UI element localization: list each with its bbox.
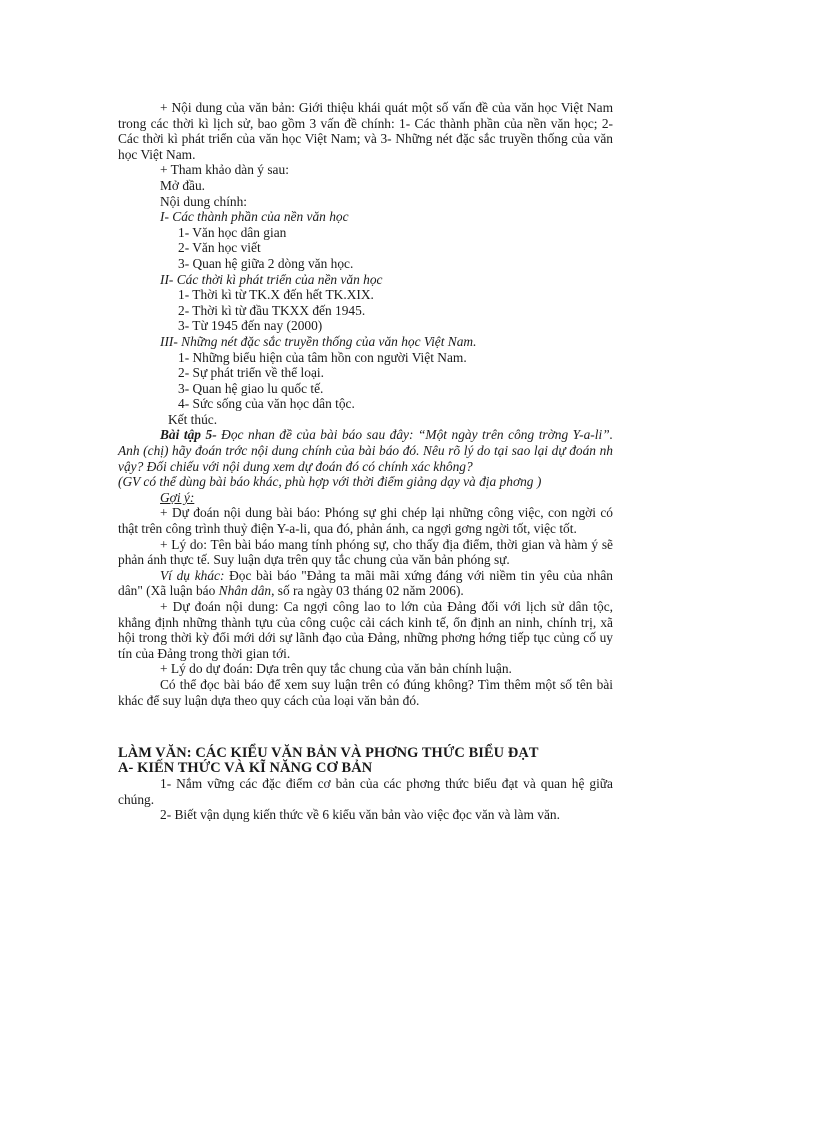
hint-reason-2: + Lý do dự đoán: Dựa trên quy tắc chung của văn bản chính luận. <box>160 661 512 677</box>
main-content-label: Nội dung chính: <box>160 193 248 209</box>
hint-reason: + Lý do: Tên bài báo mang tính phóng sự, cho thấy địa điểm, thời gian và hàm ý sẽ phản ánh thực tế. Suy luận dựa trên quy tắc chung của văn bản phóng sự. <box>118 536 613 568</box>
outline-item: 1- Những biểu hiện của tâm hồn con người Việt Nam. <box>178 349 467 365</box>
outline-section-3-title: III- Những nét đặc sắc truyền thống của văn học Việt Nam. <box>160 333 477 349</box>
outline-section-1-title: I- Các thành phần của nền văn học <box>160 209 349 225</box>
outline-item: 1- Văn học dân gian <box>178 224 287 240</box>
closing-label: Kết thúc. <box>168 411 218 427</box>
outline-item: 4- Sức sống của văn học dân tộc. <box>178 396 355 412</box>
newspaper-name: Nhân dân <box>218 583 272 599</box>
outline-intro: + Tham khảo dàn ý sau: <box>160 162 289 178</box>
hint-final: Có thể đọc bài báo để xem suy luận trên có đúng không? Tìm thêm một số tên bài khác để suy luận dựa theo quy cách của loại văn bản đó. <box>118 676 613 708</box>
section-paragraph-2: 2- Biết vận dụng kiến thức về 6 kiểu văn bản vào việc đọc văn và làm văn. <box>160 807 560 823</box>
exercise-paragraph <box>118 427 613 474</box>
outline-item: 2- Thời kì từ đầu TKXX đến 1945. <box>178 302 366 318</box>
document-page <box>118 100 613 823</box>
example-text: Đọc bài báo "Đảng ta mãi mãi xứng đáng với niềm tin yêu của nhân dân" (Xã luận báo <box>118 567 613 599</box>
example-label: Ví dụ khác: <box>160 567 225 583</box>
section-title: LÀM VĂN: CÁC KIỂU VĂN BẢN VÀ PHƠNG THỨC BIỂU ĐẠT <box>118 745 539 762</box>
hint-prediction-2: + Dự đoán nội dung: Ca ngợi công lao to lớn của Đảng đối với lịch sử dân tộc, khẳng định những thành tựu của công cuộc cải cách kinh tế, ổn định an ninh, chính trị, xã hội trong thời kỳ đổi mới dới sự lãnh đạo của Đảng, những phơng hớng tiếp tục củng cố uy tín của Đảng trong thời gian tới. <box>118 599 613 661</box>
outline-section-2-title: II- Các thời kì phát triển của nền văn học <box>160 271 383 287</box>
outline-item: 3- Quan hệ giữa 2 dòng văn học. <box>178 255 354 271</box>
outline-item: 2- Văn học viết <box>178 240 261 256</box>
hint-label: Gợi ý: <box>160 489 195 505</box>
example-text-end: , số ra ngày 03 tháng 02 năm 2006). <box>271 583 464 599</box>
exercise-note: (GV có thể dùng bài báo khác, phù hợp với thời điểm giảng dạy và địa phơng ) <box>118 474 542 490</box>
spacer <box>118 708 613 746</box>
opening-label: Mở đầu. <box>160 177 206 193</box>
outline-item: 1- Thời kì từ TK.X đến hết TK.XIX. <box>178 287 374 303</box>
section-subtitle: A- KIẾN THỨC VÀ KĨ NĂNG CƠ BẢN <box>118 760 373 777</box>
outline-item: 3- Quan hệ giao lu quốc tế. <box>178 380 324 396</box>
hint-example <box>118 568 613 599</box>
exercise-text: Đọc nhan đề của bài báo sau đây: “Một ngày trên công trờng Y-a-li”. Anh (chị) hãy đoán trớc nội dung chính của bài báo đó. Nêu rõ lý do tại sao lại dự đoán nh vậy? Đối chiếu với nội dung xem dự đoán đó có chính xác không? <box>118 427 613 474</box>
section-paragraph-1: 1- Nắm vững các đặc điểm cơ bản của các phơng thức biểu đạt và quan hệ giữa chúng. <box>118 776 613 807</box>
outline-item: 2- Sự phát triển về thể loại. <box>178 365 324 381</box>
outline-item: 3- Từ 1945 đến nay (2000) <box>178 318 323 334</box>
content-paragraph: + Nội dung của văn bản: Giới thiệu khái quát một số vấn đề của văn học Việt Nam trong các thời kì lịch sử, bao gồm 3 vấn đề chính: 1- Các thành phần của nền văn học; 2- Các thời kì phát triển của văn học Việt Nam; và 3- Những nét đặc sắc truyền thống của văn học Việt Nam. <box>118 100 613 162</box>
hint-prediction: + Dự đoán nội dung bài báo: Phóng sự ghi chép lại những công việc, con ngời có thật trên công trình thuỷ điện Y-a-li, qua đó, phản ánh, ca ngợi gơng ngời tốt, việc tốt. <box>118 505 613 537</box>
exercise-label: Bài tập 5- <box>160 427 217 443</box>
